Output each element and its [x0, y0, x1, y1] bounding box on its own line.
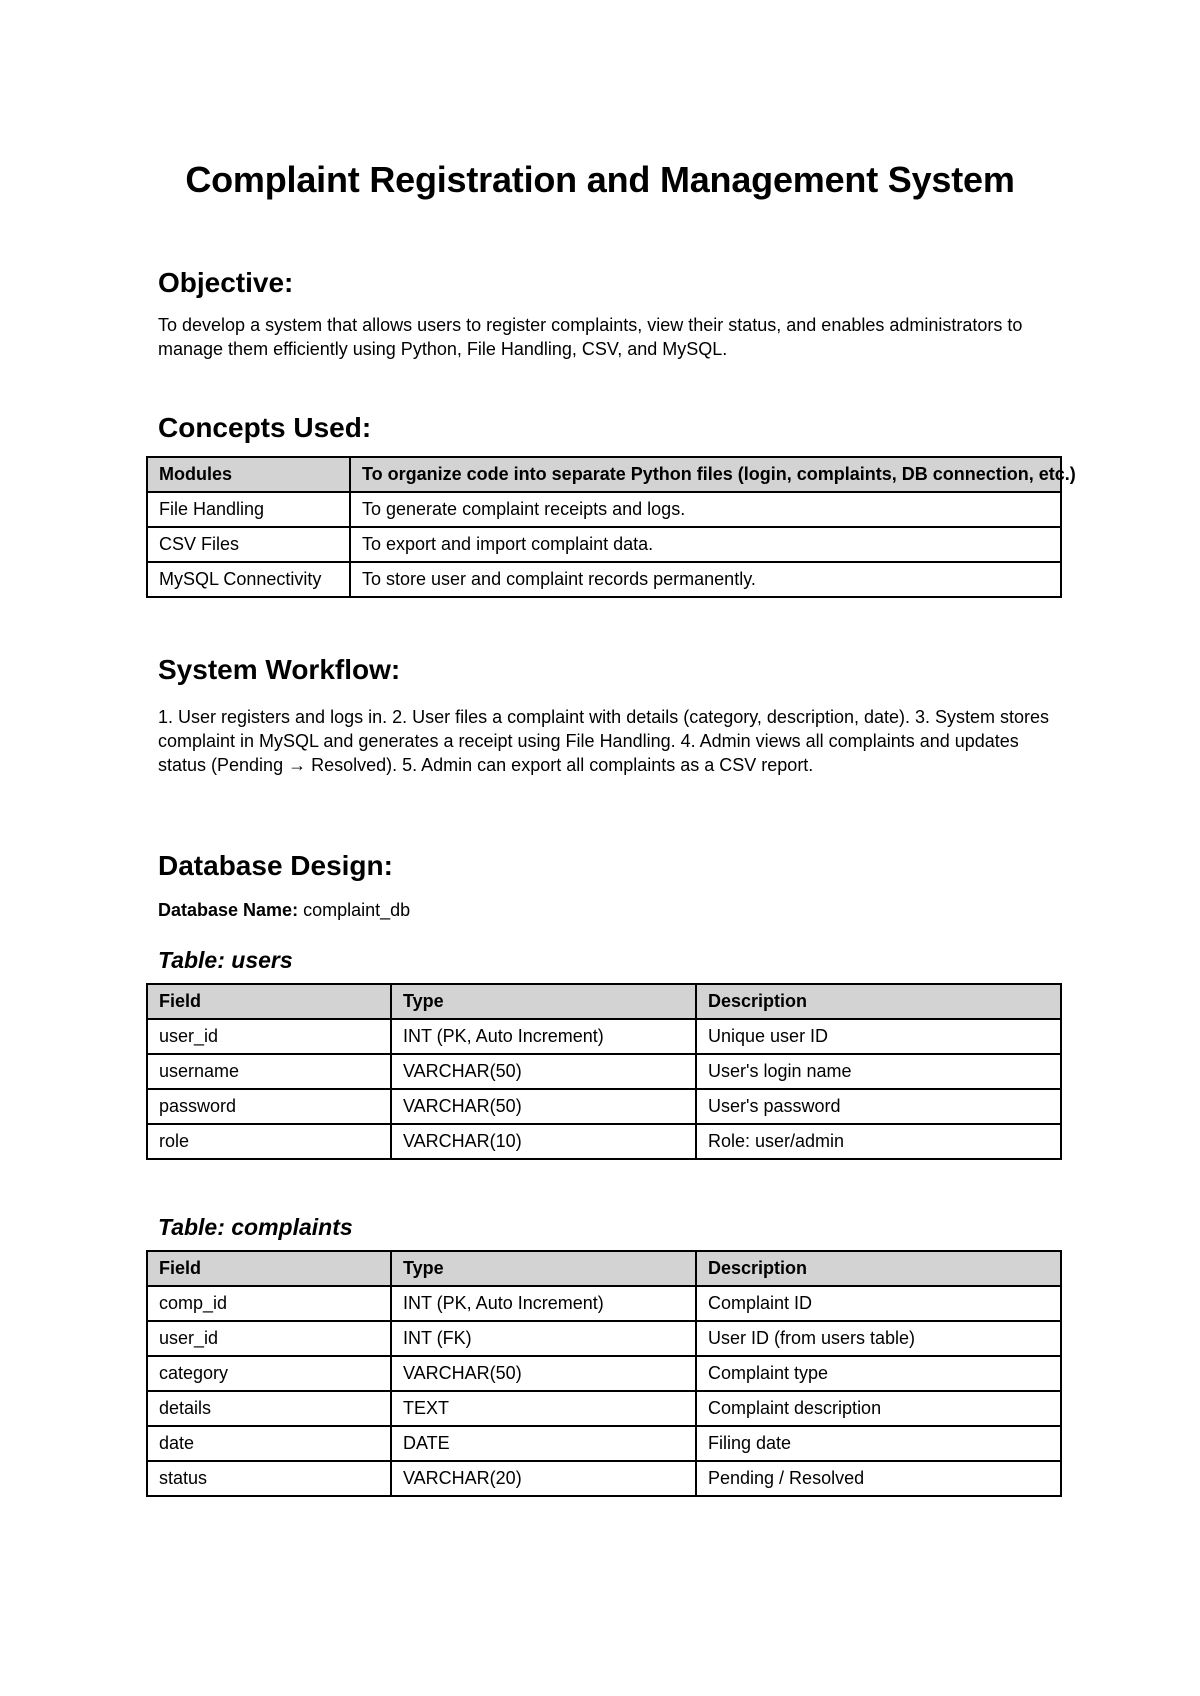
concepts-table: [146, 456, 1076, 598]
table-cell: INT (PK, Auto Increment): [391, 1019, 696, 1054]
table-header-cell: Field: [147, 984, 391, 1019]
table-row: [147, 1461, 1061, 1496]
database-name-label: Database Name:: [158, 900, 299, 920]
table-header-cell: Type: [391, 1251, 696, 1286]
table-row: [147, 492, 1061, 527]
users-table: [146, 983, 1062, 1160]
table-cell: VARCHAR(10): [391, 1124, 696, 1159]
table-row: [147, 1054, 1061, 1089]
table-cell: user_id: [147, 1321, 391, 1356]
table-header-cell: To organize code into separate Python files (login, complaints, DB connection, etc.): [350, 457, 1061, 492]
table-cell: Complaint description: [696, 1391, 1061, 1426]
table-cell: details: [147, 1391, 391, 1426]
table-header-row: [147, 457, 1061, 492]
database-heading: Database Design:: [158, 850, 393, 881]
table-cell: File Handling: [147, 492, 350, 527]
complaints-table: [146, 1250, 1062, 1497]
table-header-cell: Description: [696, 1251, 1061, 1286]
table-header-cell: Field: [147, 1251, 391, 1286]
table-row: [147, 562, 1061, 597]
table-row: [147, 1286, 1061, 1321]
table-row: [147, 1356, 1061, 1391]
table-cell: User's password: [696, 1089, 1061, 1124]
table-header-cell: Type: [391, 984, 696, 1019]
table-cell: date: [147, 1426, 391, 1461]
table-row: [147, 1321, 1061, 1356]
users-table-heading: Table: users: [158, 947, 293, 973]
table-cell: Role: user/admin: [696, 1124, 1061, 1159]
table-header-row: [147, 1251, 1061, 1286]
table-cell: status: [147, 1461, 391, 1496]
table-row: [147, 1391, 1061, 1426]
table-cell: Complaint type: [696, 1356, 1061, 1391]
document-title: Complaint Registration and Management System: [185, 159, 1015, 200]
table-header-row: [147, 984, 1061, 1019]
table-row: [147, 1089, 1061, 1124]
table-cell: username: [147, 1054, 391, 1089]
complaints-table-heading: Table: complaints: [158, 1214, 353, 1240]
table-cell: User's login name: [696, 1054, 1061, 1089]
table-row: [147, 1124, 1061, 1159]
table-cell: VARCHAR(50): [391, 1054, 696, 1089]
objective-heading: Objective:: [158, 267, 294, 298]
concepts-heading: Concepts Used:: [158, 412, 372, 443]
table-cell: VARCHAR(20): [391, 1461, 696, 1496]
table-cell: To export and import complaint data.: [350, 527, 1061, 562]
table-cell: password: [147, 1089, 391, 1124]
table-cell: Pending / Resolved: [696, 1461, 1061, 1496]
table-header-cell: Modules: [147, 457, 350, 492]
table-cell: To generate complaint receipts and logs.: [350, 492, 1061, 527]
table-cell: TEXT: [391, 1391, 696, 1426]
database-name-value: complaint_db: [303, 900, 411, 920]
table-cell: INT (FK): [391, 1321, 696, 1356]
table-cell: comp_id: [147, 1286, 391, 1321]
table-cell: User ID (from users table): [696, 1321, 1061, 1356]
database-name-line: [158, 898, 1058, 922]
table-cell: role: [147, 1124, 391, 1159]
table-cell: To store user and complaint records permanently.: [350, 562, 1061, 597]
table-cell: CSV Files: [147, 527, 350, 562]
table-row: [147, 1426, 1061, 1461]
table-row: [147, 1019, 1061, 1054]
table-row: [147, 527, 1061, 562]
table-cell: MySQL Connectivity: [147, 562, 350, 597]
table-cell: INT (PK, Auto Increment): [391, 1286, 696, 1321]
table-cell: Unique user ID: [696, 1019, 1061, 1054]
workflow-text: 1. User registers and logs in. 2. User files a complaint with details (category, description, date). 3. System stores complaint in MySQL and generates a receipt using File Handling. 4. Admin views all complaints and updates status (Pending → Resolved). 5. Admin can export all complaints as a CSV report.: [158, 707, 1050, 775]
table-cell: DATE: [391, 1426, 696, 1461]
table-cell: user_id: [147, 1019, 391, 1054]
table-cell: VARCHAR(50): [391, 1356, 696, 1391]
workflow-heading: System Workflow:: [158, 654, 401, 685]
table-cell: VARCHAR(50): [391, 1089, 696, 1124]
table-cell: Complaint ID: [696, 1286, 1061, 1321]
objective-text: To develop a system that allows users to register complaints, view their status, and enables administrators to manage them efficiently using Python, File Handling, CSV, and MySQL.: [158, 315, 1023, 359]
table-cell: category: [147, 1356, 391, 1391]
table-cell: Filing date: [696, 1426, 1061, 1461]
table-header-cell: Description: [696, 984, 1061, 1019]
